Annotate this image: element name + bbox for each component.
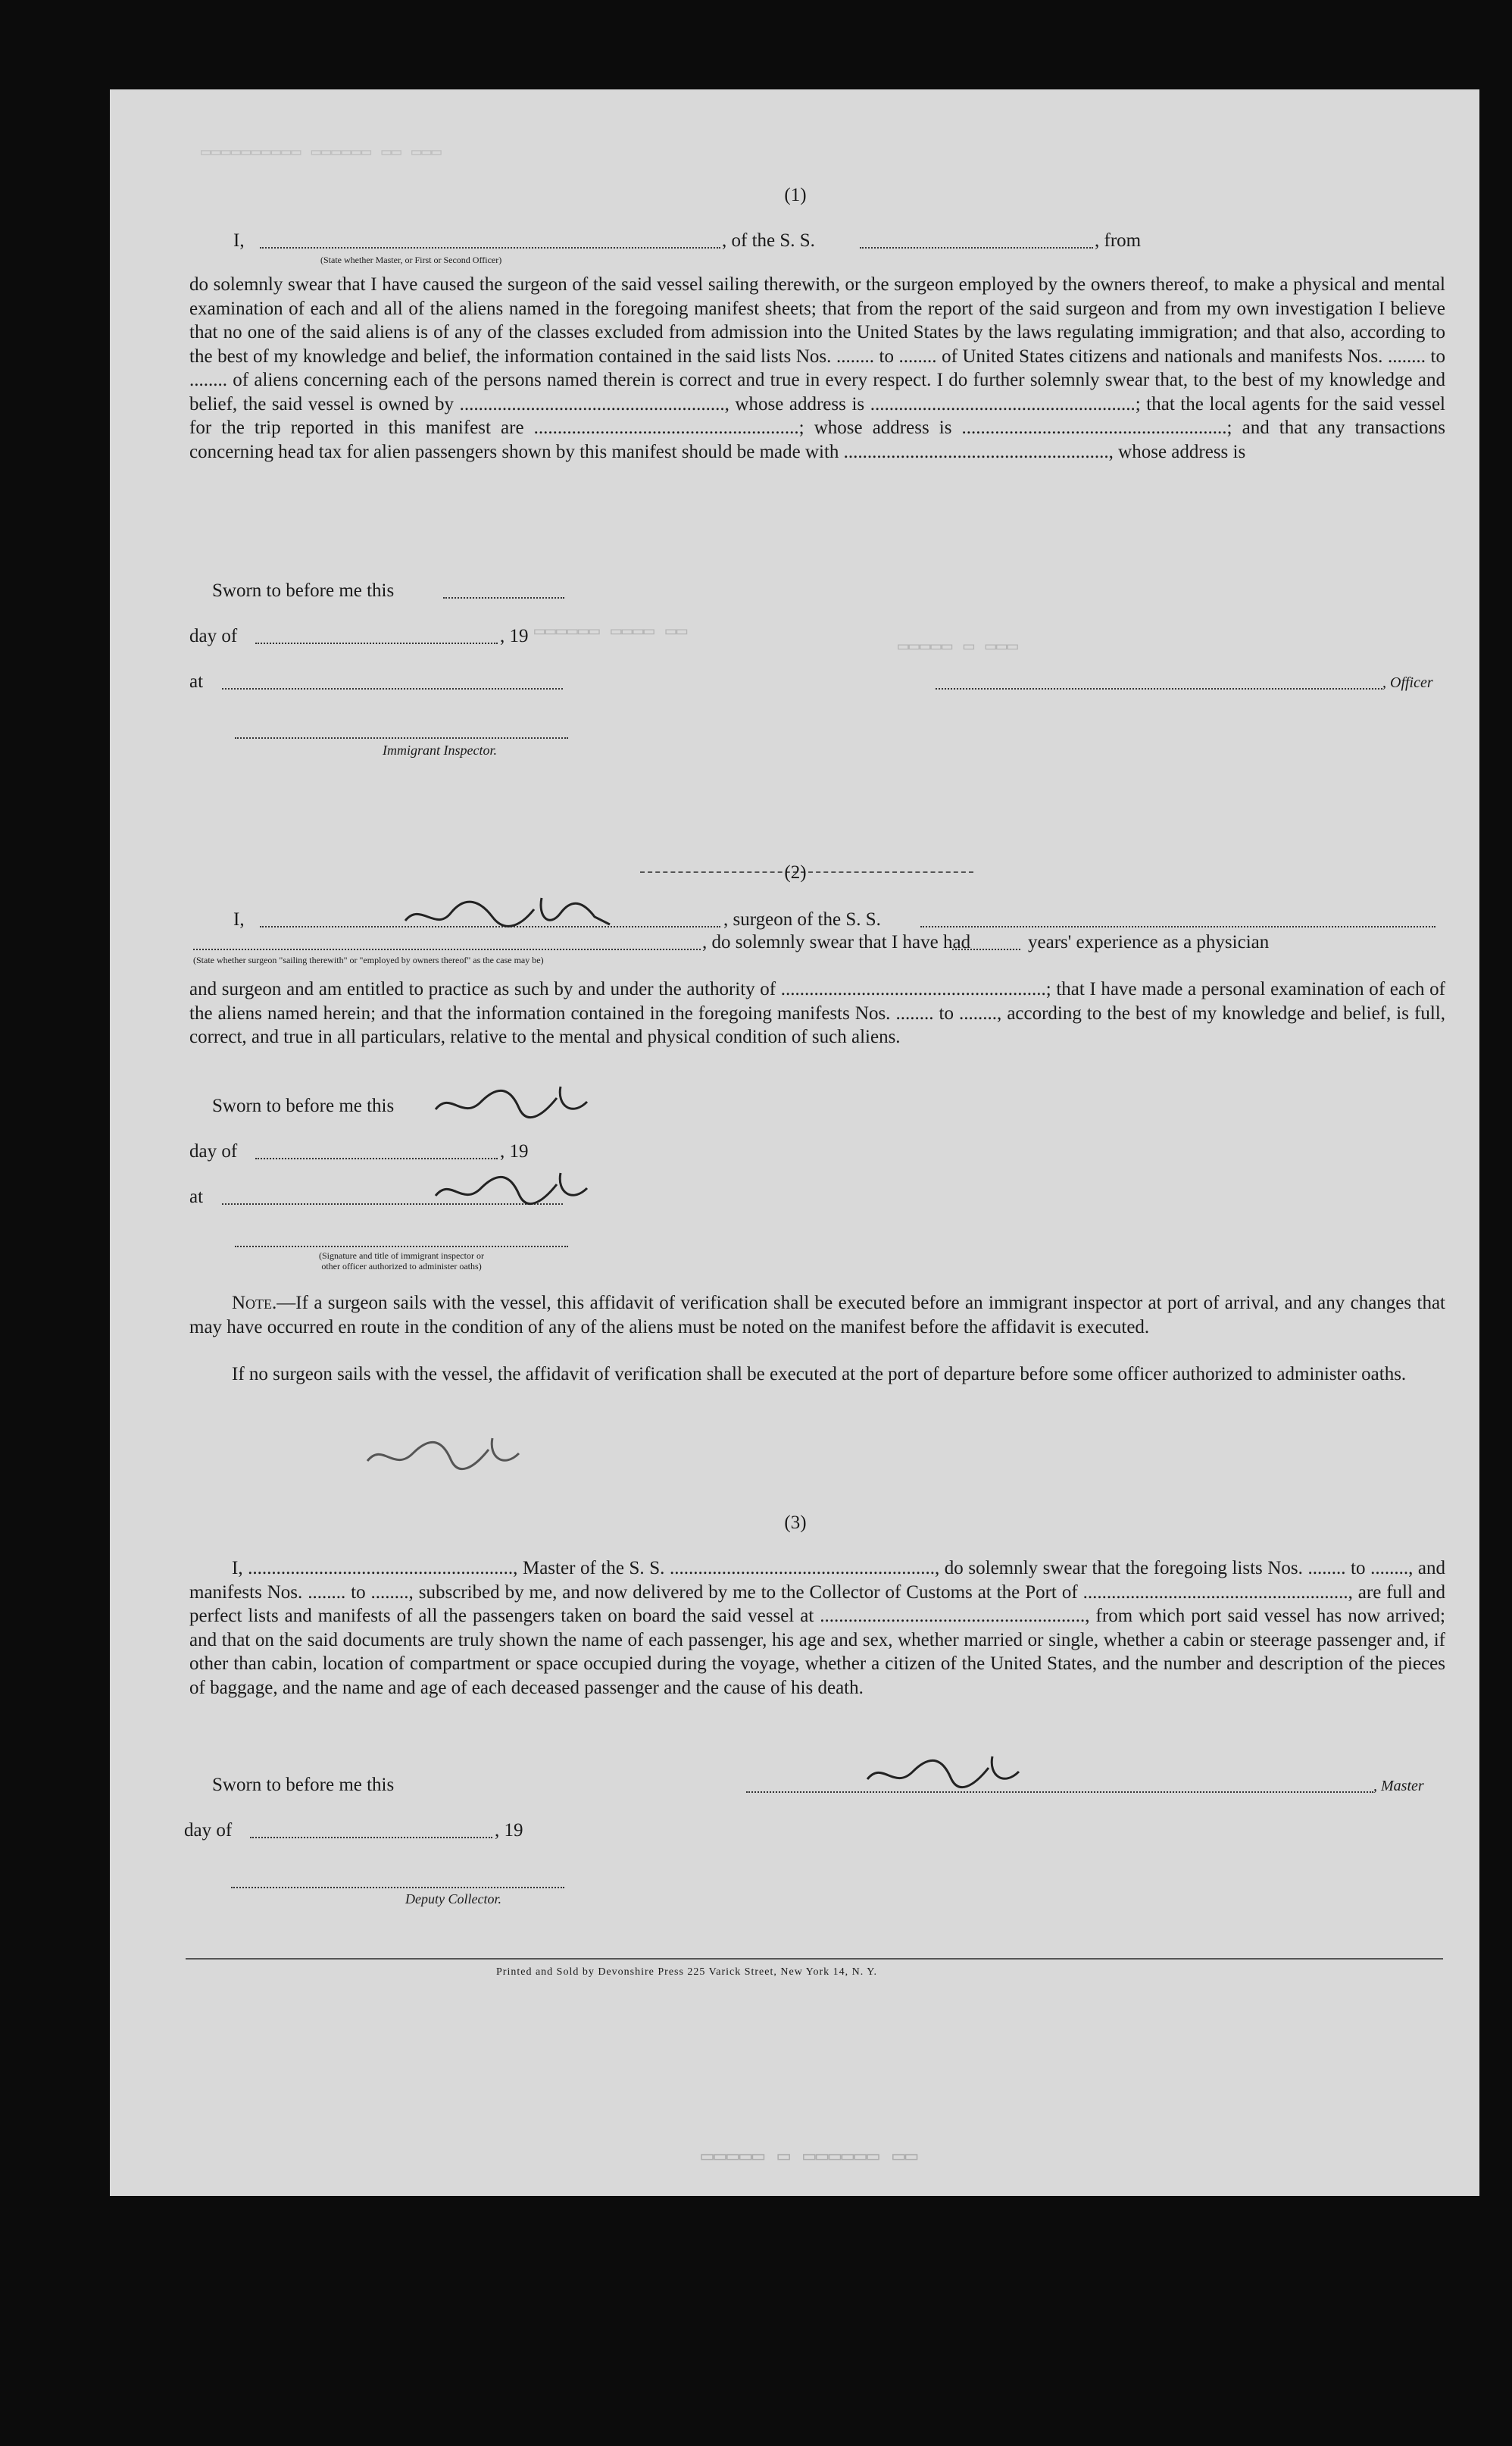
oath-paragraph: I, ........................................................, Master of the S. S. ........................................................, do solemnly swear that the foregoing lists Nos. ........ to ........, and manifests Nos. ........ to ........, subscribed by me, and now delivered by me to the Collector of Customs at the Port of ........................................................, are full and perfect lists and manifests of all the passengers taken on board the said vessel at ........................................................, from which port said vessel has now arrived; and that on the said documents are truly shown the name of each passenger, his age and sex, whether married or single, whether a cabin or steerage passenger and, if other than cabin, location of compartment or space occupied during the voyage, whether a citizen of the United States, and the number and description of the pieces of baggage, and the name and age of each deceased passenger and the cause of his death. — [189, 1558, 1445, 1698]
day-of-line — [250, 1837, 492, 1838]
signature-note: other officer authorized to administer oaths) — [321, 1261, 482, 1271]
master-label: , Master — [1373, 1778, 1424, 1794]
day-of-line — [255, 1158, 498, 1159]
handwritten-signature — [428, 1165, 625, 1211]
year-label: , 19 — [500, 626, 529, 646]
years-line — [952, 949, 1020, 950]
signature-line — [235, 1246, 568, 1247]
oath-paragraph: do solemnly swear that I have caused the surgeon of the said vessel sailing therewith, or the surgeon employed by the owners thereof, to make a physical and mental examination of each and all of the aliens named in the foregoing manifest sheets; that from the report of the said surgeon and from my own investigation I believe that no one of the said aliens is of any of the classes excluded from admission into the United States by the laws regulating immigration; and that also, according to the best of my knowledge and belief, the information contained in the said lists Nos. ........ to ........ of United States citizens and nationals and manifests Nos. ........ to ........ of aliens concerning each of the persons named therein is correct and true in every respect. I do further solemnly swear that, to the best of my knowledge and belief, the said vessel is owned by ........................................................, whose address is ........................................................; that the local agents for the said vessel for the trip reported in this manifest are ........................................................; whose address is ........................................................; and that any transactions concerning head tax for alien passengers shown by this manifest should be made with ........................................................, whose address is — [189, 274, 1445, 462]
at-label: at — [189, 671, 204, 692]
from-label: , from — [1095, 230, 1142, 251]
sworn-label: Sworn to before me this — [212, 580, 395, 601]
note-paragraph — [189, 1291, 1445, 1339]
handwritten-signature — [428, 1079, 625, 1124]
manifest-affidavit-page — [110, 89, 1479, 2196]
footer-rule — [186, 1958, 1443, 1960]
bleed-through-text: ▭▭ ▭▭▭▭ ▭▭▭▭▭▭ — [534, 622, 688, 643]
year-label: , 19 — [495, 1820, 523, 1841]
printer-imprint: Printed and Sold by Devonshire Press 225 Varick Street, New York 14, N. Y. — [496, 1966, 878, 1978]
sworn-label: Sworn to before me this — [212, 1096, 395, 1116]
surgeon-vessel-line — [920, 926, 1435, 927]
year-label: , 19 — [500, 1141, 529, 1162]
inspector-label: Immigrant Inspector. — [383, 743, 497, 758]
swear-text: , do solemnly swear that I have had — [702, 932, 971, 952]
master-signature-line — [746, 1791, 1373, 1793]
signature-note: (Signature and title of immigrant inspector or — [319, 1250, 484, 1261]
note-label: Note. — [232, 1293, 277, 1313]
opening-text: I, — [233, 909, 245, 930]
sworn-date-line — [443, 597, 564, 599]
years-text: years' experience as a physician — [1028, 932, 1270, 952]
section-number: (1) — [784, 185, 807, 205]
day-of-label: day of — [184, 1820, 233, 1841]
day-of-label: day of — [189, 626, 238, 646]
at-label: at — [189, 1187, 204, 1207]
handwritten-signature — [360, 1431, 557, 1476]
officer-name-line — [260, 247, 720, 249]
note-paragraph-2: If no surgeon sails with the vessel, the affidavit of verification shall be executed at the port of departure before some officer authorized to administer oaths. — [232, 1364, 1407, 1384]
oath-paragraph: and surgeon and am entitled to practice as such by and under the authority of ........................................................; that I have made a personal examination of each of the aliens named herein; and that the information contained in the foregoing manifests Nos. ........ to ........, according to the best of my knowledge and belief, is full, correct, and true in all particulars, relative to the mental and physical condition of such aliens. — [189, 979, 1445, 1047]
handwritten-signature — [398, 887, 640, 940]
inspector-signature-line — [235, 737, 568, 739]
bleed-through-text: ▭▭▭ ▭▭ ▭▭▭▭▭▭ ▭▭▭▭▭▭▭▭▭▭ — [201, 143, 442, 162]
section-number: (2) — [784, 862, 807, 883]
collector-label: Deputy Collector. — [405, 1891, 501, 1906]
handwritten-signature — [860, 1749, 1034, 1794]
vessel-label: , of the S. S. — [722, 230, 815, 251]
surgeon-of-label: , surgeon of the S. S. — [723, 909, 881, 930]
opening-text: I, — [233, 230, 245, 251]
section-number: (3) — [784, 1512, 807, 1533]
instruction-note: (State whether surgeon "sailing therewith" or "employed by owners thereof" as the case may be) — [193, 955, 544, 965]
day-of-line — [255, 643, 498, 644]
day-of-label: day of — [189, 1141, 238, 1162]
officer-signature-line — [936, 688, 1382, 690]
vessel-name-line — [860, 247, 1093, 249]
sworn-label: Sworn to before me this — [212, 1775, 395, 1795]
note-text: —If a surgeon sails with the vessel, this affidavit of verification shall be executed before an immigrant inspector at port of arrival, and any changes that may have occurred en route in the condition of any of the aliens must be noted on the manifest before the affidavit is executed. — [189, 1293, 1445, 1337]
instruction-note: (State whether Master, or First or Second Officer) — [320, 255, 502, 265]
bleed-through-text: ▭▭▭ ▭ ▭▭▭▭▭ — [898, 637, 1018, 658]
at-line — [222, 688, 563, 690]
collector-signature-line — [231, 1887, 564, 1888]
bleed-through-text: ▭▭ ▭▭▭▭▭▭ ▭ ▭▭▭▭▭ — [701, 2146, 918, 2169]
surgeon-status-line — [193, 949, 701, 950]
officer-label: , Officer — [1382, 674, 1433, 691]
